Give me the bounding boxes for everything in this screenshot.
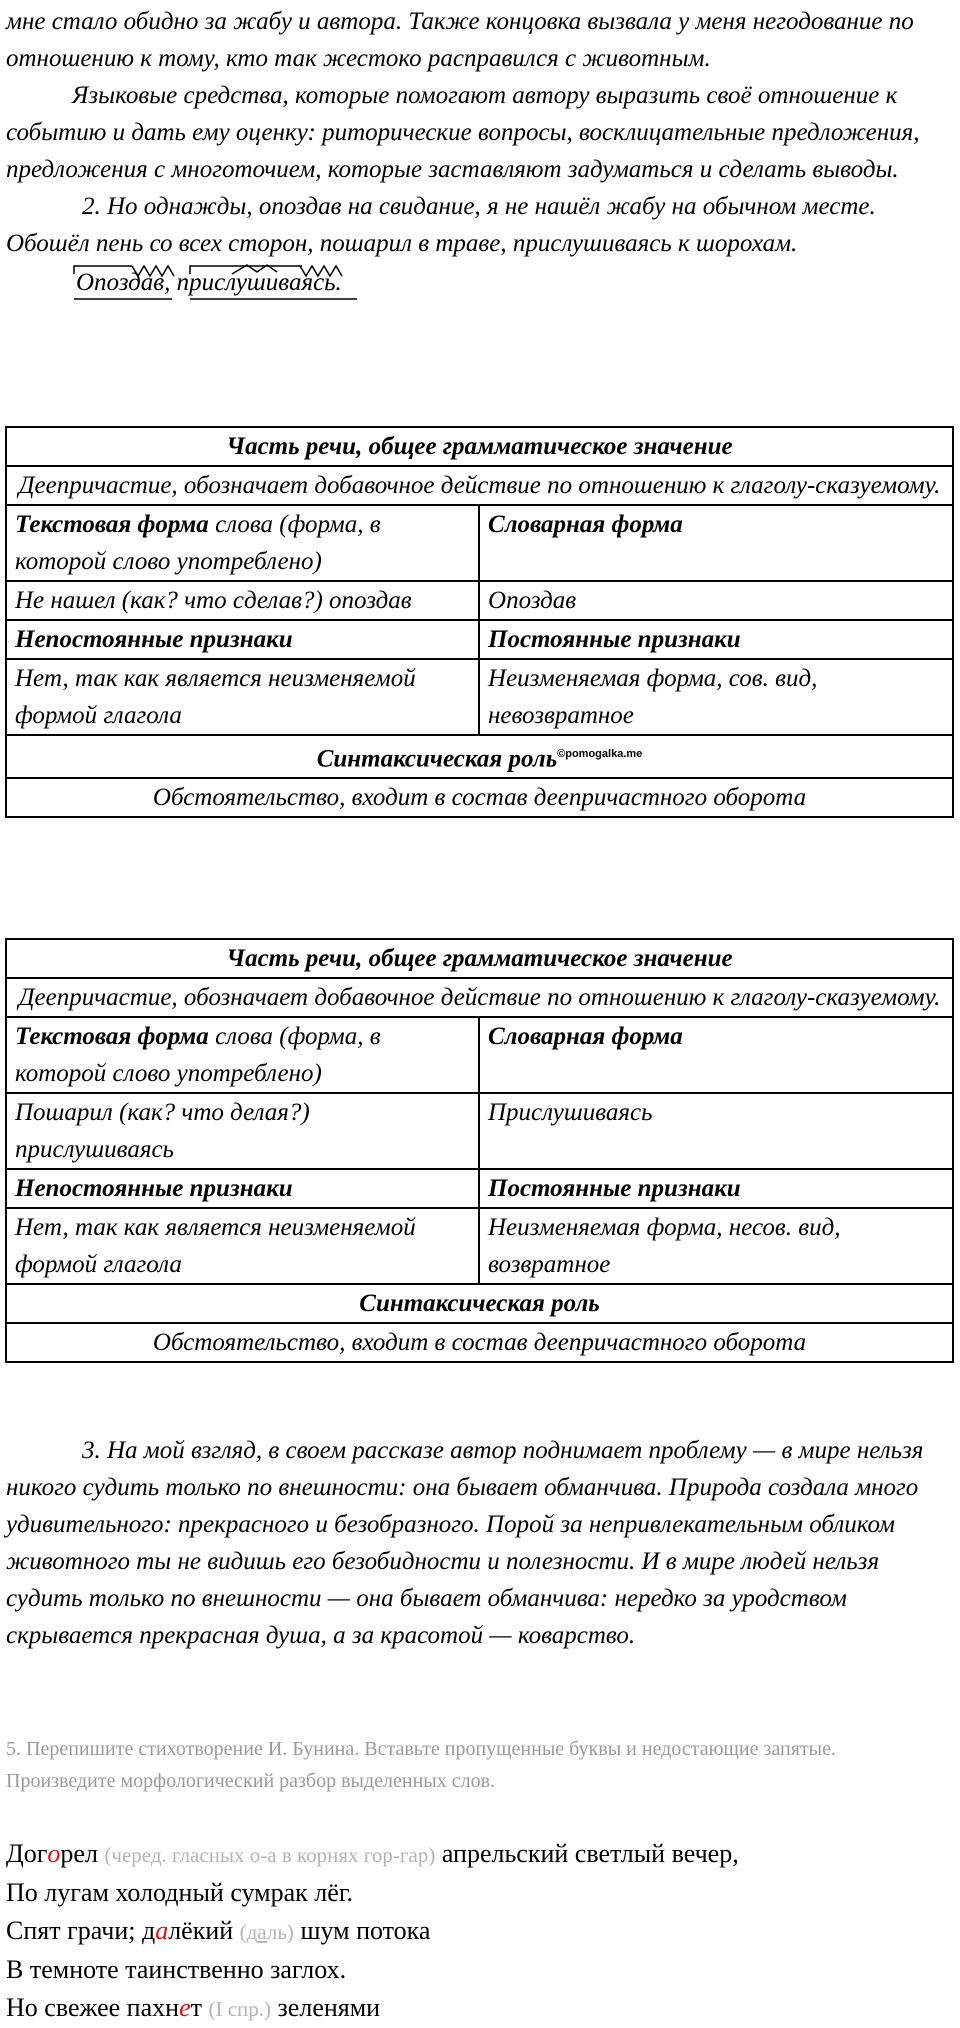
dict-form-value: Опоздав <box>479 581 953 620</box>
nonconst-header: Непостоянные признаки <box>6 1169 479 1208</box>
watermark: ©pomogalka.me <box>557 748 643 760</box>
const-value: Неизменяемая форма, несов. вид, возвратное <box>479 1208 953 1284</box>
spelling-hint: (черед. гласных о-а в корнях гор-гар) <box>104 1843 436 1867</box>
pos-value: Деепричастие, обозначает добавочное действие по отношению к глаголу-сказуемому. <box>6 978 953 1017</box>
dict-form-header: Словарная форма <box>479 505 953 581</box>
poem-line: Спят грачи; далёкий (даль) шум потока <box>6 1916 431 1945</box>
essay-top <box>0 3 952 302</box>
const-value: Неизменяемая форма, сов. вид, невозвратное <box>479 659 953 735</box>
poem-line: В темноте таинственно заглох. <box>6 1955 347 1984</box>
essay-paragraph: мне стало обидно за жабу и автора. Также концовка вызвала у меня негодование по отношению к тому, кто так жестоко расправился с животным. <box>6 8 914 72</box>
task-5-instruction: 5. Перепишите стихотворение И. Бунина. Вставьте пропущенные буквы и недостающие запятые. Произведите морфологический разбор выделенных слов. <box>6 1738 836 1792</box>
essay-paragraph: 2. Но однажды, опоздав на свидание, я не нашёл жабу на обычном месте. Обошёл пень со всех сторон, пошарил в траве, прислушиваясь к шорохам. <box>6 193 876 257</box>
analyzed-words-line <box>0 262 952 302</box>
spelling-hint: (I спр.) <box>208 1997 272 2021</box>
poem <box>6 1835 739 2028</box>
text-form-header: Текстовая форма слова (форма, в которой слово употреблено) <box>6 505 479 581</box>
poem-line: По лугам холодный сумрак лёг. <box>6 1878 354 1907</box>
pos-header: Часть речи, общее грамматическое значение <box>6 427 953 466</box>
inserted-letter: е <box>179 1993 191 2022</box>
syntax-value: Обстоятельство, входит в состав деепричастного оборота <box>6 778 953 817</box>
analysis-table-1 <box>5 426 954 818</box>
essay-paragraph: Языковые средства, которые помогают автору выразить своё отношение к событию и дать ему оценку: риторические вопросы, восклицательные предложения, предложения с многоточием, которые заставляют задуматься и сделать выводы. <box>6 82 920 183</box>
dict-form-value: Прислушиваясь <box>479 1093 953 1169</box>
text-form-header: Текстовая форма слова (форма, в которой слово употреблено) <box>6 1017 479 1093</box>
nonconst-header: Непостоянные признаки <box>6 620 479 659</box>
poem-line: Догорел (черед. гласных о-а в корнях гор-гар) апрельский светлый вечер, <box>6 1839 739 1868</box>
pos-header: Часть речи, общее грамматическое значение <box>6 939 953 978</box>
essay-paragraph-conclusion: 3. На мой взгляд, в своем рассказе автор поднимает проблему — в мире нельзя никого судить только по внешности: она бывает обманчива. Природа создала много удивительного: прекрасного и безобразного. Порой за непривлекательным обликом животного ты не видишь его безобидности и полезности. И в мире людей нельзя судить только по внешности — она бывает обманчива: нередко за уродством скрывается прекрасная душа, а за красотой — коварство. <box>6 1437 924 1649</box>
pos-value: Деепричастие, обозначает добавочное действие по отношению к глаголу-сказуемому. <box>6 466 953 505</box>
dict-form-header: Словарная форма <box>479 1017 953 1093</box>
const-header: Постоянные признаки <box>479 1169 953 1208</box>
nonconst-value: Нет, так как является неизменяемой формой глагола <box>6 1208 479 1284</box>
analysis-table-2 <box>5 938 954 1363</box>
inserted-letter: а <box>155 1916 169 1945</box>
text-form-value: Пошарил (как? что делая?) прислушиваясь <box>6 1093 479 1169</box>
text-form-value: Не нашел (как? что сделав?) опоздав <box>6 581 479 620</box>
syntax-header: Синтаксическая роль <box>6 1284 953 1323</box>
analyzed-words: Опоздав, прислушиваясь. <box>76 269 342 296</box>
syntax-header: Синтаксическая роль$^{©pomogalka.me}$ <box>6 735 953 778</box>
poem-line: Но свежее пахнет (I спр.) зеленями <box>6 1993 381 2022</box>
const-header: Постоянные признаки <box>479 620 953 659</box>
syntax-value: Обстоятельство, входит в состав деепричастного оборота <box>6 1323 953 1362</box>
inserted-letter: о <box>47 1839 61 1868</box>
spelling-hint: (даль) <box>239 1920 294 1944</box>
nonconst-value: Нет, так как является неизменяемой формой глагола <box>6 659 479 735</box>
